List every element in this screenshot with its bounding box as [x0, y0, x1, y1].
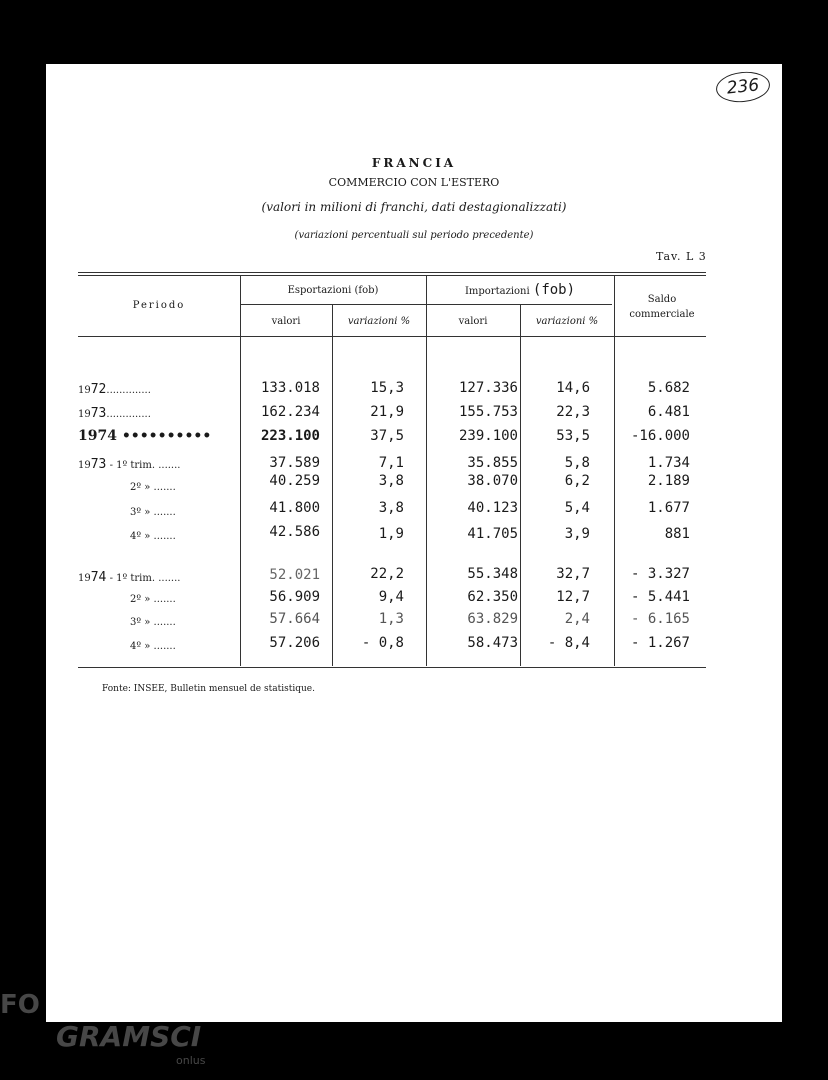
imp-value-cell: 63.829	[467, 611, 518, 627]
exp-variation-cell: 1,9	[378, 526, 404, 542]
saldo-cell: 1.677	[647, 500, 690, 516]
imp-value-cell: 55.348	[467, 566, 518, 582]
header-imp-variazioni: variazioni %	[535, 316, 599, 327]
variation-note: (variazioni percentuali sul periodo precedente)	[294, 230, 534, 241]
imp-variation-cell: 14,6	[556, 380, 590, 396]
saldo-cell: 2.189	[647, 473, 690, 489]
exp-variation-cell: 22,2	[370, 566, 404, 582]
exp-value-cell: 133.018	[260, 380, 320, 396]
row-label: 1973..............	[78, 406, 151, 421]
exp-value-cell: 57.206	[269, 635, 320, 651]
row-label: 1972..............	[78, 382, 151, 397]
saldo-cell: -16.000	[630, 428, 690, 444]
exp-variation-cell: 37,5	[370, 428, 404, 444]
imp-variation-cell: 22,3	[556, 404, 590, 420]
row-label: 3º » .......	[130, 617, 176, 628]
archive-watermark	[0, 990, 206, 1067]
saldo-cell: - 1.267	[630, 635, 690, 651]
imp-value-cell: 239.100	[458, 428, 518, 444]
exp-value-cell: 57.664	[269, 611, 320, 627]
table-reference: Tav. L 3	[656, 250, 707, 263]
exp-variation-cell: 9,4	[378, 589, 404, 605]
imp-variation-cell: 12,7	[556, 589, 590, 605]
table-top-rule-2	[78, 275, 706, 276]
exp-variation-cell: 15,3	[370, 380, 404, 396]
exp-value-cell: 52.021	[269, 567, 320, 583]
imp-value-cell: 41.705	[467, 526, 518, 542]
header-periodo: Periodo	[132, 300, 186, 311]
exp-variation-cell: 3,8	[378, 473, 404, 489]
exp-variation-cell: 3,8	[378, 500, 404, 516]
column-divider	[520, 305, 521, 666]
exp-variation-cell: 1,3	[378, 611, 404, 627]
exp-variation-cell: - 0,8	[361, 635, 404, 651]
table-top-rule	[78, 272, 706, 273]
document-subtitle: COMMERCIO CON L'ESTERO	[328, 176, 500, 189]
saldo-cell: 6.481	[647, 404, 690, 420]
watermark-text-3: onlus	[176, 1054, 206, 1067]
header-saldo: Saldo commerciale	[629, 294, 695, 320]
header-exp-valori: valori	[271, 316, 301, 327]
exp-value-cell: 223.100	[260, 428, 320, 444]
imp-variation-cell: - 8,4	[547, 635, 590, 651]
row-label: 2º » .......	[130, 482, 176, 493]
table-bottom-rule	[78, 667, 706, 668]
watermark-text-2: GRAMSCI	[56, 1020, 202, 1053]
exp-variation-cell: 7,1	[378, 455, 404, 471]
imp-variation-cell: 3,9	[564, 526, 590, 542]
page-number-stamp: 236	[715, 69, 772, 104]
exp-value-cell: 41.800	[269, 500, 320, 516]
saldo-cell: 881	[664, 526, 690, 542]
column-divider	[614, 276, 615, 666]
row-label: 1974 ••••••••••	[78, 428, 212, 444]
header-importazioni-fob: (fob)	[532, 282, 576, 298]
exp-value-cell: 40.259	[269, 473, 320, 489]
column-divider	[426, 276, 427, 666]
imp-value-cell: 155.753	[458, 404, 518, 420]
header-imp-valori: valori	[458, 316, 488, 327]
source-note: Fonte: INSEE, Bulletin mensuel de statistique.	[102, 684, 315, 694]
row-label: 1973 - 1º trim. .......	[78, 457, 181, 472]
row-label: 1974 - 1º trim. .......	[78, 570, 181, 585]
header-importazioni	[426, 282, 614, 298]
column-divider	[240, 276, 241, 666]
imp-variation-cell: 5,8	[564, 455, 590, 471]
saldo-cell: - 3.327	[630, 566, 690, 582]
saldo-cell: 5.682	[647, 380, 690, 396]
header-importazioni-label: Importazioni	[464, 286, 530, 297]
imp-variation-cell: 2,4	[564, 611, 590, 627]
saldo-cell: - 5.441	[630, 589, 690, 605]
exp-variation-cell: 21,9	[370, 404, 404, 420]
imp-value-cell: 38.070	[467, 473, 518, 489]
row-label: 4º » .......	[130, 531, 176, 542]
imp-variation-cell: 53,5	[556, 428, 590, 444]
document-title: FRANCIA	[371, 156, 457, 170]
row-label: 2º » .......	[130, 594, 176, 605]
row-label: 4º » .......	[130, 641, 176, 652]
imp-variation-cell: 5,4	[564, 500, 590, 516]
imp-variation-cell: 32,7	[556, 566, 590, 582]
watermark-text-1: FO	[0, 990, 40, 1020]
imp-value-cell: 127.336	[458, 380, 518, 396]
exp-value-cell: 162.234	[260, 404, 320, 420]
imp-variation-cell: 6,2	[564, 473, 590, 489]
header-bottom-rule	[78, 336, 706, 337]
saldo-cell: 1.734	[647, 455, 690, 471]
exp-value-cell: 37.589	[269, 455, 320, 471]
row-label: 3º » .......	[130, 507, 176, 518]
saldo-cell: - 6.165	[630, 611, 690, 627]
header-esportazioni: Esportazioni (fob)	[287, 285, 379, 296]
units-note: (valori in milioni di franchi, dati destagionalizzati)	[261, 200, 567, 214]
imp-value-cell: 40.123	[467, 500, 518, 516]
imp-value-cell: 62.350	[467, 589, 518, 605]
exp-value-cell: 56.909	[269, 589, 320, 605]
header-exp-variazioni: variazioni %	[347, 316, 411, 327]
imp-value-cell: 58.473	[467, 635, 518, 651]
imp-value-cell: 35.855	[467, 455, 518, 471]
exp-value-cell: 42.586	[269, 524, 320, 540]
document-page	[46, 64, 782, 1022]
